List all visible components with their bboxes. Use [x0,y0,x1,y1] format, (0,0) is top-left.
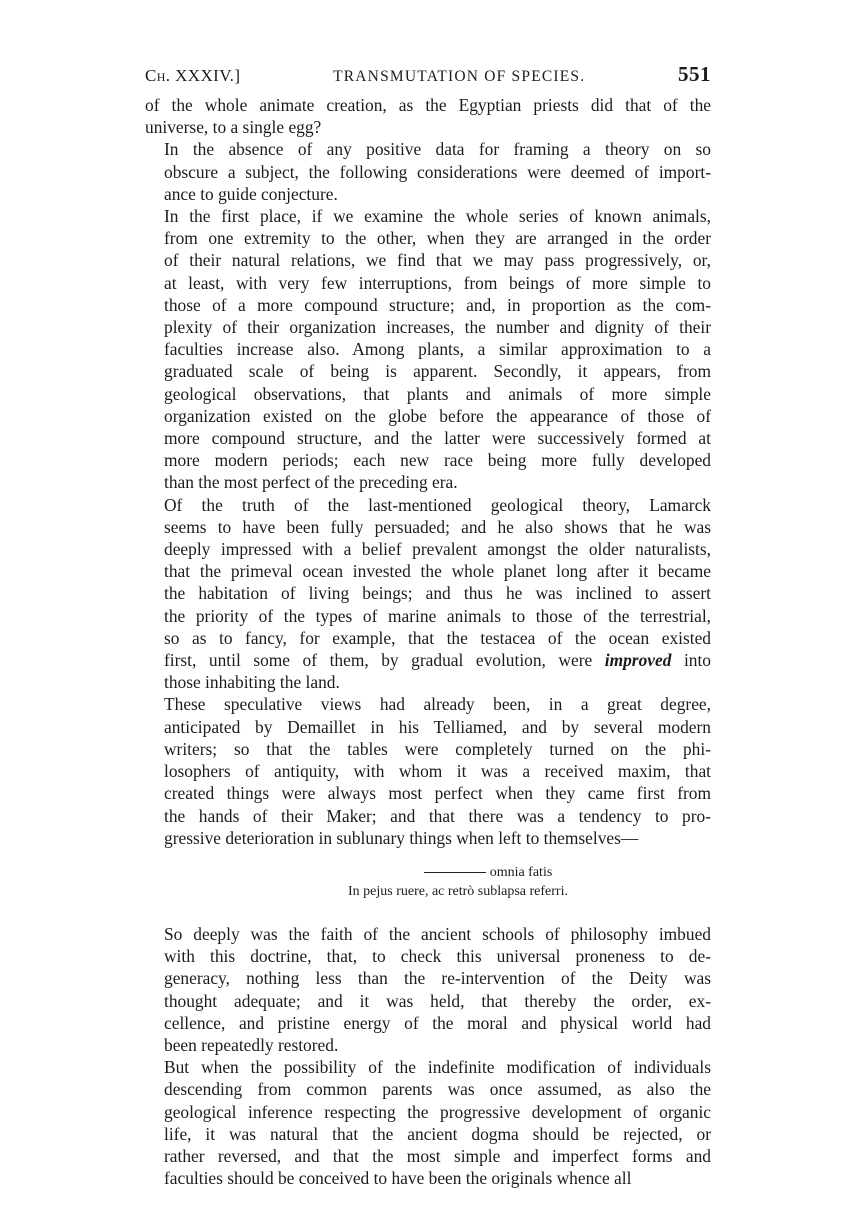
paragraph [145,1056,711,1189]
text-line: In the absence of any positive data for framing a theory on so [164,139,711,160]
book-page [145,62,711,1189]
text-line: faculties increase also. Among plants, a similar approximation to a [164,339,711,360]
quotation-dash [424,872,486,873]
paragraph [145,693,711,848]
text-line: been repeatedly restored. [164,1034,339,1055]
body-text-after-quote [145,923,711,1189]
text-line: of the whole animate creation, as the Egyptian priests did that of the [145,95,711,115]
paragraph [145,138,711,205]
text-line: those of a more compound structure; and, in proportion as the com- [164,294,711,315]
text-line: In the first place, if we examine the whole series of known animals, [164,206,711,227]
paragraph [145,923,711,1056]
quotation-line-1-text: omnia fatis [489,864,553,880]
text-line: losophers of antiquity, with whom it was a received maxim, that [164,761,711,782]
text-line: more modern periods; each new race being more fully developed [164,450,711,471]
text-line: faculties should be conceived to have been the originals whence all [164,1168,632,1189]
text-line: obscure a subject, the following considerations were deemed of import- [164,161,711,182]
text-line: descending from common parents was once assumed, as also the [164,1079,711,1100]
text-line: graduated scale of being is apparent. Secondly, it appears, from [164,361,711,382]
text-line: These speculative views had already been, in a great degree, [164,694,711,715]
paragraph [145,94,711,138]
text-line: Of the truth of the last-mentioned geological theory, Lamarck [164,494,711,515]
paragraph [145,494,711,694]
quotation-line-2: In pejus ruere, ac retrò sublapsa referri. [347,883,568,899]
paragraph [145,205,711,494]
text-line: first, until some of them, by gradual evolution, were improved into [164,650,711,671]
running-head [145,62,711,94]
text-line: rather reversed, and that the most simple and imperfect forms and [164,1145,711,1166]
body-text-before-quote [145,94,711,849]
text-line: of their natural relations, we find that we may pass progressively, or, [164,250,711,271]
text-line: thought adequate; and it was held, that thereby the order, ex- [164,990,711,1011]
text-line: So deeply was the faith of the ancient schools of philosophy imbued [164,923,711,944]
text-line: created things were always most perfect when they came first from [164,783,711,804]
text-line: those inhabiting the land. [164,672,340,693]
text-line: than the most perfect of the preceding era. [164,472,458,493]
page-number: 551 [678,62,711,86]
text-line: ance to guide conjecture. [164,183,338,204]
text-line: organization existed on the globe before the appearance of those of [164,405,711,426]
text-line: anticipated by Demaillet in his Telliamed, and by several modern [164,716,711,737]
text-line: so as to fancy, for example, that the testacea of the ocean existed [164,627,711,648]
text-line: the hands of their Maker; and that there was a tendency to pro- [164,805,711,826]
text-line: plexity of their organization increases, the number and dignity of their [164,317,711,338]
quotation-line-1 [145,863,711,882]
text-line: with this doctrine, that, to check this universal proneness to de- [164,946,711,967]
text-line: from one extremity to the other, when they are arranged in the order [164,228,711,249]
text-line: deeply impressed with a belief prevalent amongst the older naturalists, [164,539,711,560]
text-line: generacy, nothing less than the re-intervention of the Deity was [164,968,711,989]
text-line: the priority of the types of marine animals to those of the terrestrial, [164,605,711,626]
text-line: that the primeval ocean invested the whole planet long after it became [164,561,711,582]
text-line: But when the possibility of the indefinite modification of individuals [164,1057,711,1078]
text-line: cellence, and pristine energy of the moral and physical world had [164,1012,711,1033]
text-line: writers; so that the tables were completely turned on the phi- [164,738,711,759]
text-line: gressive deterioration in sublunary things when left to themselves— [164,827,639,848]
text-line: geological inference respecting the progressive development of organic [164,1101,711,1122]
text-line: geological observations, that plants and animals of more simple [164,383,711,404]
text-line: more compound structure, and the latter were successively formed at [164,428,711,449]
running-title: TRANSMUTATION OF SPECIES. [333,68,586,85]
text-line: life, it was natural that the ancient dogma should be rejected, or [164,1123,711,1144]
text-line: at least, with very few interruptions, from beings of more simple to [164,272,711,293]
latin-quotation [145,863,711,901]
text-line: the habitation of living beings; and thus he was inclined to assert [164,583,711,604]
text-line: universe, to a single egg? [145,117,322,138]
text-line: seems to have been fully persuaded; and he also shows that he was [164,516,711,537]
chapter-reference: Ch. XXXIV.] [145,66,241,85]
